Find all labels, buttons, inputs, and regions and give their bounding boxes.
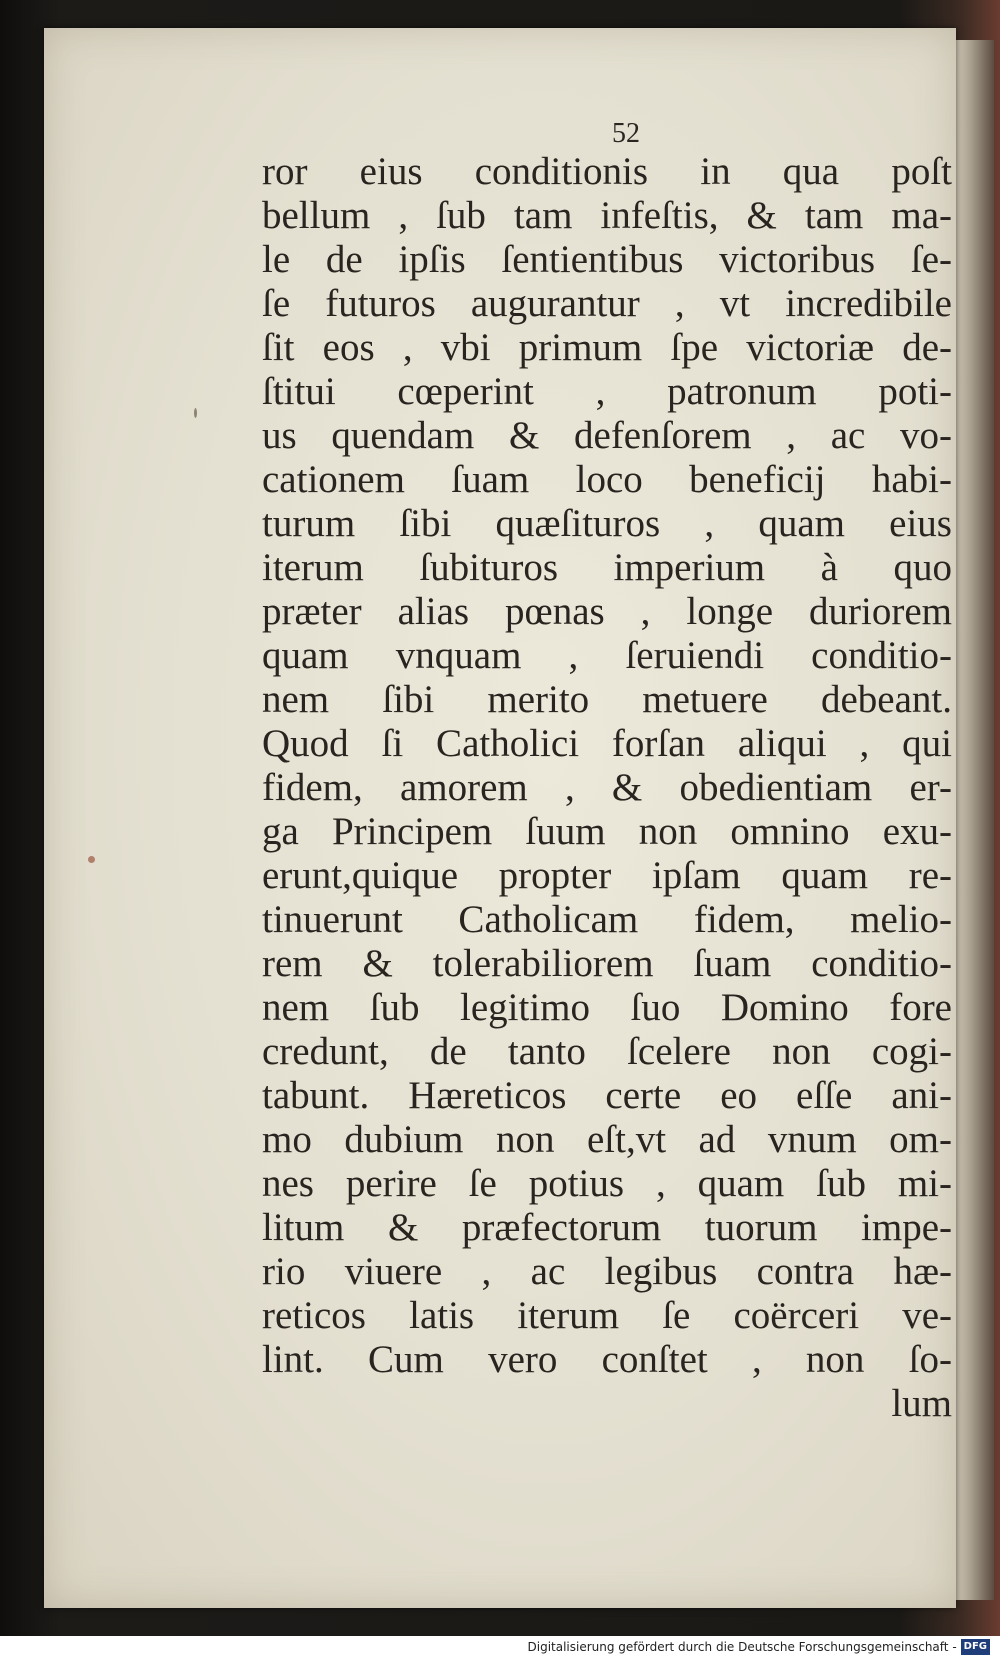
text-line: credunt, de tanto ſcelere non cogi- (262, 1030, 952, 1073)
text-line: rio viuere , ac legibus contra hæ- (262, 1250, 952, 1293)
text-line: nes perire ſe potius , quam ſub mi- (262, 1162, 952, 1205)
footer-credit-text: Digitalisierung gefördert durch die Deutsche Forschungsgemeinschaft - (527, 1640, 957, 1654)
text-line: turum ſibi quæſituros , quam eius (262, 502, 952, 545)
text-line: cationem ſuam loco beneficij habi- (262, 458, 952, 501)
text-line: præter alias pœnas , longe duriorem (262, 590, 952, 633)
footer-credit (528, 1636, 991, 1658)
paper-speck (194, 408, 197, 418)
text-line: ror eius conditionis in qua poſt (262, 150, 952, 193)
text-line: ſe futuros augurantur , vt incredibile (262, 282, 952, 325)
text-line: iterum ſubituros imperium à quo (262, 546, 952, 589)
catchword: lum (891, 1382, 952, 1425)
text-line: quam vnquam , ſeruiendi conditio- (262, 634, 952, 677)
text-line: ga Principem ſuum non omnino exu- (262, 810, 952, 853)
dfg-logo: DFG (961, 1639, 990, 1655)
page-edge (956, 40, 994, 1600)
text-line: nem ſibi merito metuere debeant. (262, 678, 952, 721)
text-line: le de ipſis ſentientibus victoribus ſe- (262, 238, 952, 281)
text-line: rem & tolerabiliorem ſuam conditio- (262, 942, 952, 985)
text-line: us quendam & defenſorem , ac vo- (262, 414, 952, 457)
text-line: nem ſub legitimo ſuo Domino fore (262, 986, 952, 1029)
page-number: 52 (612, 118, 640, 149)
text-line: reticos latis iterum ſe coërceri ve- (262, 1294, 952, 1337)
footer-bar (0, 1636, 1000, 1658)
text-line: mo dubium non eſt,vt ad vnum om- (262, 1118, 952, 1161)
text-line: bellum , ſub tam infeſtis, & tam ma- (262, 194, 952, 237)
text-line: ſtitui cœperint , patronum poti- (262, 370, 952, 413)
text-line: erunt,quique propter ipſam quam re- (262, 854, 952, 897)
text-line: lint. Cum vero conſtet , non ſo- (262, 1338, 952, 1381)
text-line: litum & præfectorum tuorum impe- (262, 1206, 952, 1249)
text-line: Quod ſi Catholici forſan aliqui , qui (262, 722, 952, 765)
text-line: fidem, amorem , & obedientiam er- (262, 766, 952, 809)
paper-speck (88, 856, 95, 863)
body-text (262, 150, 952, 1426)
text-line: ſit eos , vbi primum ſpe victoriæ de- (262, 326, 952, 369)
text-line: tinuerunt Catholicam fidem, melio- (262, 898, 952, 941)
text-line: tabunt. Hæreticos certe eo eſſe ani- (262, 1074, 952, 1117)
